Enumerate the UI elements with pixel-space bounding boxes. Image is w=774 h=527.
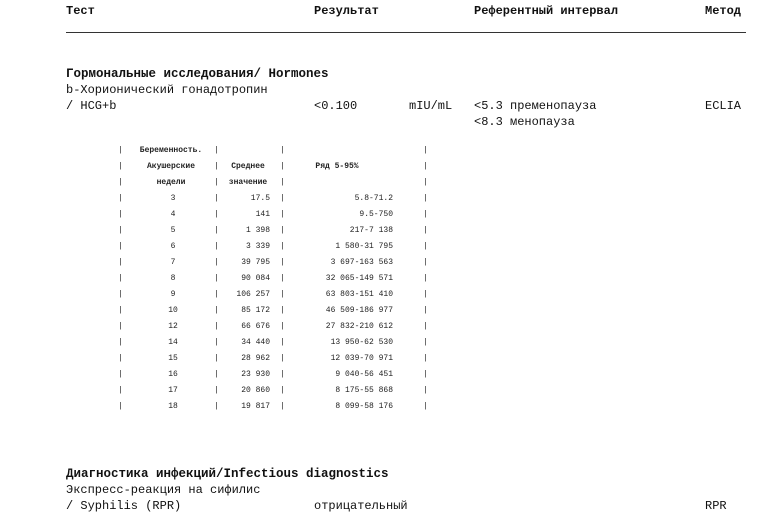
table-cell-range: 1 580-31 795	[335, 242, 393, 251]
table-separator: |	[214, 178, 219, 187]
table-cell-week: 9	[170, 290, 176, 299]
table-separator: |	[280, 290, 285, 299]
table-separator: |	[423, 226, 428, 235]
table-separator: |	[280, 226, 285, 235]
table-separator: |	[214, 194, 219, 203]
table-cell-week: 10	[168, 306, 178, 315]
table-separator: |	[280, 274, 285, 283]
table-separator: |	[214, 402, 219, 411]
column-header-result: Результат	[314, 4, 379, 18]
table-cell-mean: 34 440	[241, 338, 270, 347]
reference-hcg-line2: <8.3 менопауза	[474, 115, 575, 129]
test-name-hcg: b-Хорионический гонадотропин	[66, 83, 268, 97]
table-separator: |	[423, 194, 428, 203]
table-cell-mean: 20 860	[241, 386, 270, 395]
table-separator: |	[214, 338, 219, 347]
table-separator: |	[280, 306, 285, 315]
table-separator: |	[423, 306, 428, 315]
table-separator: |	[280, 402, 285, 411]
table-cell-week: 12	[168, 322, 178, 331]
table-cell-range: 8 175-55 868	[335, 386, 393, 395]
table-separator: |	[280, 210, 285, 219]
table-cell-range: 13 950-62 530	[330, 338, 393, 347]
table-cell-week: 17	[168, 386, 178, 395]
table-separator: |	[423, 290, 428, 299]
table-cell-range: 8 099-58 176	[335, 402, 393, 411]
table-cell-range: 27 832-210 612	[325, 322, 393, 331]
table-separator: |	[214, 386, 219, 395]
table-separator: |	[214, 354, 219, 363]
table-separator: |	[423, 370, 428, 379]
table-cell-mean: 141	[255, 210, 270, 219]
table-cell-week: 5	[170, 226, 176, 235]
result-hcg: <0.100	[314, 99, 358, 113]
table-separator: |	[118, 402, 123, 411]
table-cell-mean: 1 398	[245, 226, 270, 235]
result-syphilis: отрицательный	[314, 499, 408, 513]
table-separator: |	[118, 386, 123, 395]
table-separator: |	[214, 370, 219, 379]
table-separator: |	[280, 370, 285, 379]
table-separator: |	[280, 162, 285, 171]
table-cell-week: 14	[168, 338, 178, 347]
table-cell-mean: 90 084	[241, 274, 270, 283]
table-cell-week: 15	[168, 354, 178, 363]
table-cell-range: 5.8-71.2	[354, 194, 393, 203]
table-cell-range: 217-7 138	[349, 226, 393, 235]
table-cell-mean: 106 257	[236, 290, 270, 299]
table-separator: |	[423, 146, 428, 155]
table-separator: |	[423, 242, 428, 251]
table-separator: |	[214, 242, 219, 251]
table-cell-mean: 17.5	[250, 194, 270, 203]
table-separator: |	[423, 322, 428, 331]
table-separator: |	[280, 178, 285, 187]
section-title-hormones: Гормональные исследования/ Hormones	[66, 67, 329, 81]
table-cell-week: 16	[168, 370, 178, 379]
table-cell-range: 9.5-750	[359, 210, 393, 219]
table-separator: |	[118, 210, 123, 219]
table-separator: |	[118, 274, 123, 283]
column-header-test: Тест	[66, 4, 95, 18]
table-header-cell: Беременность.	[139, 146, 203, 155]
table-separator: |	[214, 210, 219, 219]
section-title-infections: Диагностика инфекций/Infectious diagnostics	[66, 467, 389, 481]
test-name-syphilis: Экспресс-реакция на сифилис	[66, 483, 261, 497]
table-separator: |	[214, 306, 219, 315]
table-separator: |	[423, 210, 428, 219]
table-cell-mean: 85 172	[241, 306, 270, 315]
table-separator: |	[118, 290, 123, 299]
table-separator: |	[214, 290, 219, 299]
table-separator: |	[214, 226, 219, 235]
table-header-cell: недели	[156, 178, 186, 187]
table-header-cell: Акушерские	[146, 162, 195, 171]
table-separator: |	[280, 258, 285, 267]
table-separator: |	[280, 338, 285, 347]
table-cell-mean: 23 930	[241, 370, 270, 379]
table-cell-range: 63 803-151 410	[325, 290, 393, 299]
table-separator: |	[280, 146, 285, 155]
table-separator: |	[214, 322, 219, 331]
table-separator: |	[118, 226, 123, 235]
column-header-reference: Референтный интервал	[474, 4, 619, 18]
table-separator: |	[118, 146, 123, 155]
test-name-hcg-code: / HCG+b	[66, 99, 117, 113]
method-hcg: ECLIA	[705, 99, 742, 113]
table-cell-week: 18	[168, 402, 178, 411]
table-separator: |	[423, 258, 428, 267]
table-separator: |	[423, 178, 428, 187]
table-separator: |	[280, 194, 285, 203]
table-separator: |	[214, 162, 219, 171]
table-cell-range: 12 039-70 971	[330, 354, 393, 363]
table-separator: |	[118, 338, 123, 347]
table-cell-range: 3 697-163 563	[330, 258, 393, 267]
table-cell-range: 46 509-186 977	[325, 306, 393, 315]
table-separator: |	[423, 354, 428, 363]
table-separator: |	[118, 194, 123, 203]
table-cell-range: 32 065-149 571	[325, 274, 393, 283]
table-header-cell: значение	[228, 178, 268, 187]
table-separator: |	[118, 242, 123, 251]
table-header-cell: Среднее	[231, 162, 265, 171]
reference-hcg-line1: <5.3 пременопауза	[474, 99, 597, 113]
table-separator: |	[118, 306, 123, 315]
table-separator: |	[214, 274, 219, 283]
table-separator: |	[118, 258, 123, 267]
table-separator: |	[423, 274, 428, 283]
table-cell-mean: 66 676	[241, 322, 270, 331]
table-cell-range: 9 040-56 451	[335, 370, 393, 379]
table-cell-mean: 19 817	[241, 402, 270, 411]
column-header-method: Метод	[705, 4, 742, 18]
table-separator: |	[423, 162, 428, 171]
table-separator: |	[118, 354, 123, 363]
table-header-cell: Ряд 5-95%	[315, 162, 359, 171]
table-cell-week: 7	[170, 258, 176, 267]
table-cell-mean: 3 339	[245, 242, 270, 251]
table-separator: |	[280, 354, 285, 363]
table-separator: |	[214, 258, 219, 267]
table-separator: |	[423, 386, 428, 395]
table-separator: |	[423, 402, 428, 411]
table-cell-week: 8	[170, 274, 176, 283]
table-separator: |	[118, 370, 123, 379]
test-name-syphilis-code: / Syphilis (RPR)	[66, 499, 182, 513]
table-separator: |	[118, 322, 123, 331]
table-cell-week: 3	[170, 194, 176, 203]
table-separator: |	[280, 242, 285, 251]
header-divider	[66, 32, 746, 33]
table-separator: |	[118, 178, 123, 187]
table-separator: |	[423, 338, 428, 347]
table-separator: |	[118, 162, 123, 171]
table-cell-mean: 28 962	[241, 354, 270, 363]
table-cell-mean: 39 795	[241, 258, 270, 267]
table-separator: |	[280, 322, 285, 331]
table-cell-week: 4	[170, 210, 176, 219]
table-separator: |	[214, 146, 219, 155]
table-cell-week: 6	[170, 242, 176, 251]
table-separator: |	[280, 386, 285, 395]
unit-hcg: mIU/mL	[409, 99, 453, 113]
method-syphilis: RPR	[705, 499, 727, 513]
